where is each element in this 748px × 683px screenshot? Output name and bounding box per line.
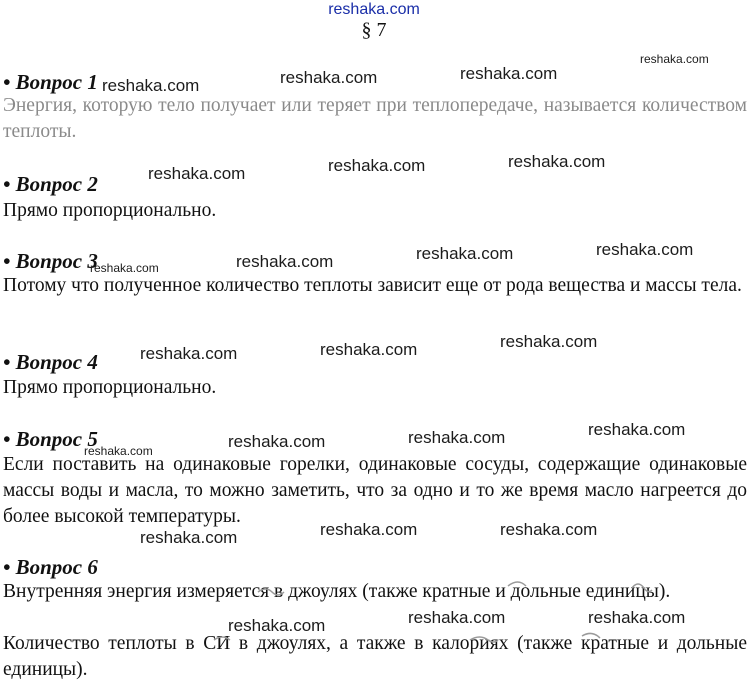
question-6-answer-part-2: Количество теплоты в СИ в джоулях, а также в калориях (также кратные и дольные единицы). xyxy=(3,633,747,680)
question-2-answer: Прямо пропорционально. xyxy=(3,200,217,221)
watermark: reshaka.com xyxy=(140,528,238,547)
watermark: reshaka.com xyxy=(228,616,326,635)
question-6-heading: • Вопрос 6 xyxy=(3,555,98,579)
question-1-heading: • Вопрос 1 xyxy=(3,70,98,94)
watermark: reshaka.com xyxy=(280,68,378,87)
watermark: reshaka.com xyxy=(416,244,514,263)
question-1-answer: Энергия, которую тело получает или теряет при теплопередаче, называется количеством теплоты. xyxy=(3,95,747,142)
question-5-heading: • Вопрос 5 xyxy=(3,427,98,451)
watermark: reshaka.com xyxy=(408,428,506,447)
watermark: reshaka.com xyxy=(328,156,426,175)
question-4-answer: Прямо пропорционально. xyxy=(3,377,217,398)
question-2-heading: • Вопрос 2 xyxy=(3,172,98,196)
watermark: reshaka.com xyxy=(320,520,418,539)
watermark: reshaka.com xyxy=(460,64,558,83)
watermark: reshaka.com xyxy=(500,520,598,539)
watermark: reshaka.com xyxy=(500,332,598,351)
watermark: reshaka.com xyxy=(236,252,334,271)
section-number: § 7 xyxy=(361,19,387,41)
question-6-answer-part-1: Внутренняя энергия измеряется в джоулях (также кратные и дольные единицы). xyxy=(3,581,671,602)
watermark: reshaka.com xyxy=(408,608,506,627)
watermark: reshaka.com xyxy=(84,444,153,458)
question-3-heading: • Вопрос 3 xyxy=(3,249,98,273)
site-header[interactable]: reshaka.com xyxy=(328,1,420,18)
watermark: reshaka.com xyxy=(140,344,238,363)
watermark: reshaka.com xyxy=(588,608,686,627)
watermark: reshaka.com xyxy=(90,261,159,275)
watermark: reshaka.com xyxy=(596,240,694,259)
watermark: reshaka.com xyxy=(320,340,418,359)
watermark: reshaka.com xyxy=(508,152,606,171)
question-3-answer: Потому что полученное количество теплоты зависит еще от рода вещества и массы тела. xyxy=(3,275,742,296)
question-5-answer: Если поставить на одинаковые горелки, одинаковые сосуды, содержащие одинаковые массы воды и масла, то можно заметить, что за одно и то же время масло нагреется до более высокой температуры. xyxy=(3,454,747,527)
watermark: reshaka.com xyxy=(228,432,326,451)
watermark: reshaka.com xyxy=(102,76,200,95)
watermark: reshaka.com xyxy=(148,164,246,183)
watermark: reshaka.com xyxy=(640,52,709,66)
watermark: reshaka.com xyxy=(588,420,686,439)
question-4-heading: • Вопрос 4 xyxy=(3,350,98,374)
